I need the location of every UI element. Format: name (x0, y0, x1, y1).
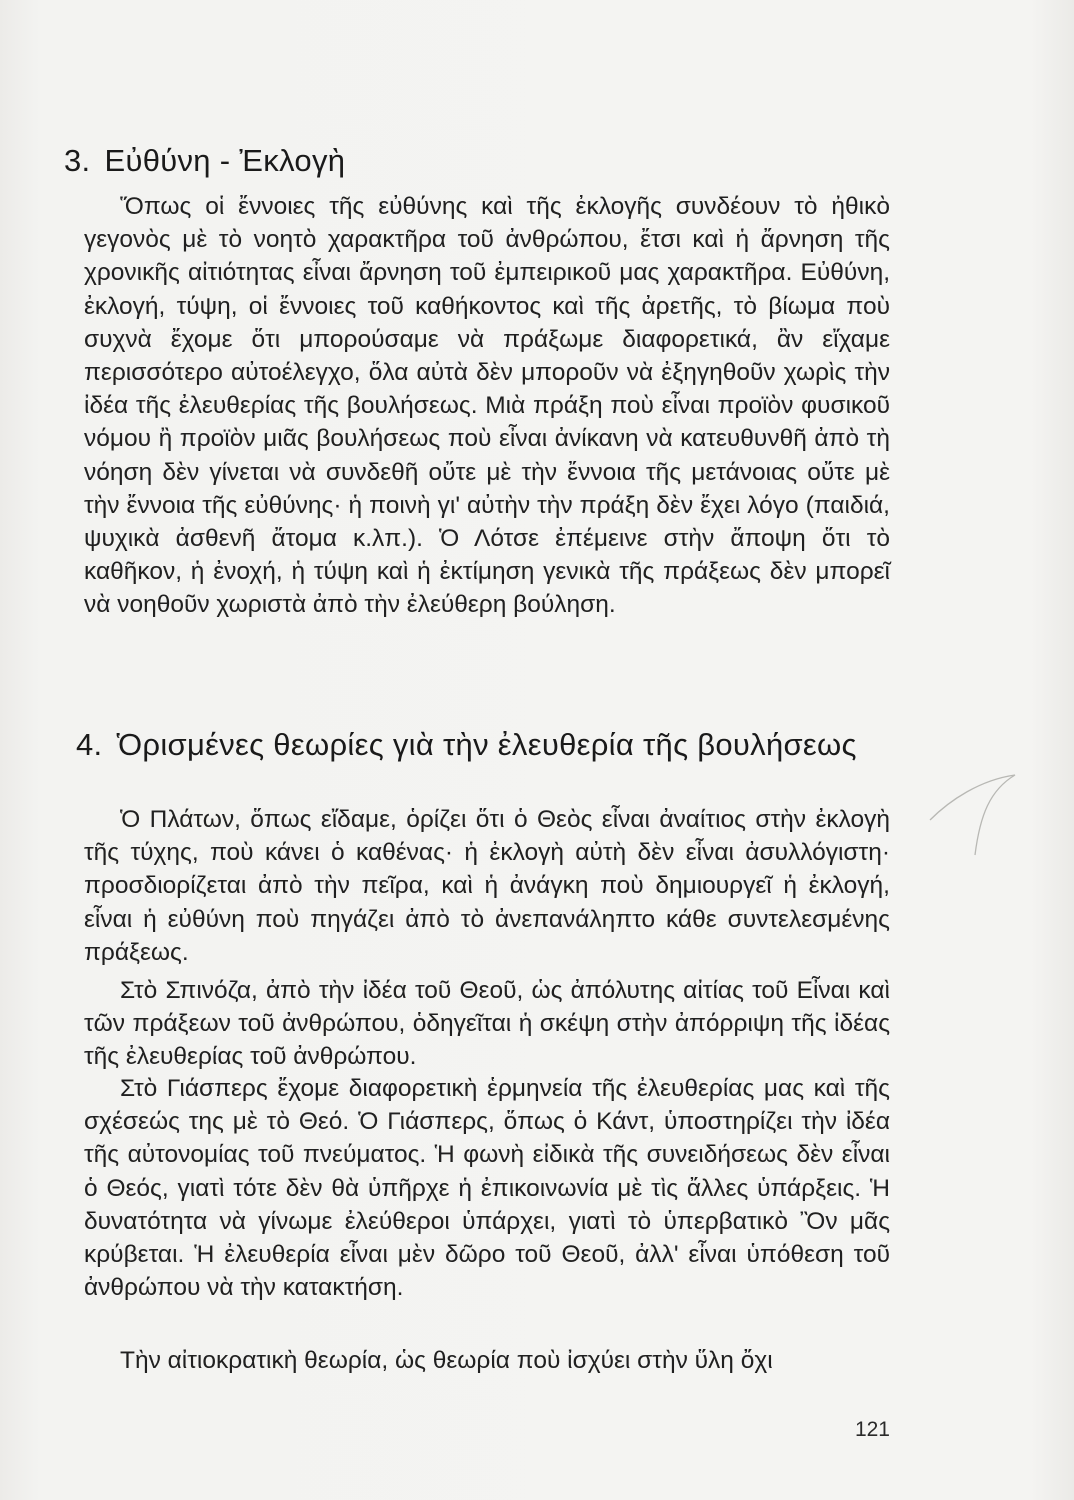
section-3-title: Εὐθύνη - Ἐκλογὴ (104, 143, 346, 178)
section-4-number: 4. (76, 727, 103, 762)
section-3-number: 3. (64, 143, 91, 178)
section-4-heading (76, 726, 896, 764)
section-4-paragraph-1: Ὁ Πλάτων, ὅπως εἴδαμε, ὁρίζει ὅτι ὁ Θεὸς εἶναι ἀναίτιος στὴν ἐκλογὴ τῆς τύχης, ποὺ κάνει ὁ καθένας· ἡ ἐκλογὴ αὐτὴ δὲν εἶναι ἀσυλλόγιστη· προσδιορίζεται ἀπὸ τὴν πεῖρα, καὶ ἡ ἀνάγκη ποὺ δημιουργεῖ ἡ ἐκλογή, εἶναι ἡ εὐθύνη ποὺ πηγάζει ἀπὸ τὸ ἀνεπανάληπτο κάθε συντελεσμένης πράξεως. (84, 806, 890, 966)
page-number: 121 (854, 1418, 890, 1441)
section-4-paragraph-2: Στὸ Σπινόζα, ἀπὸ τὴν ἰδέα τοῦ Θεοῦ, ὡς ἀπόλυτης αἰτίας τοῦ Εἶναι καὶ τῶν πράξεων τοῦ ἀνθρώπου, ὁδηγεῖται ἡ σκέψη στὴν ἀπόρριψη τῆς ἰδέας τῆς ἐλευθερίας τοῦ ἀνθρώπου. (84, 977, 890, 1071)
section-3-paragraph-1: Ὅπως οἱ ἔννοιες τῆς εὐθύνης καὶ τῆς ἐκλογῆς συνδέουν τὸ ἠθικὸ γεγονὸς μὲ τὸ νοητὸ χαρακτῆρα τοῦ ἀνθρώπου, ἔτσι καὶ ἡ ἄρνηση τῆς χρονικῆς αἰτιότητας εἶναι ἄρνηση τοῦ ἐμπειρικοῦ μας χαρακτῆρα. Εὐθύνη, ἐκλογή, τύψη, οἱ ἔννοιες τοῦ καθήκοντος καὶ τῆς ἀρετῆς, τὸ βίωμα ποὺ συχνὰ ἔχομε ὅτι μπορούσαμε νὰ πράξωμε διαφορετικά, ἂν εἴχαμε περισσότερο αὐτοέλεγχο, ὅλα αὐτὰ δὲν μποροῦν νὰ ἐξηγηθοῦν χωρὶς τὴν ἰδέα τῆς ἐλευθερίας τῆς βουλήσεως. Μιὰ πράξη ποὺ εἶναι προϊὸν φυσικοῦ νόμου ἢ προϊὸν μιᾶς βουλήσεως ποὺ εἶναι ἀνίκανη νὰ κατευθυνθῆ ἀπὸ τὴ νόηση δὲν γίνεται νὰ συνδεθῆ οὔτε μὲ τὴν ἔννοια τῆς μετάνοιας οὔτε μὲ τὴν ἔννοια τῆς εὐθύνης· ἡ ποινὴ γι' αὐτὴν τὴν πράξη δὲν ἔχει λόγο (παιδιά, ψυχικὰ ἀσθενῆ ἄτομα κ.λπ.). Ὁ Λότσε ἐπέμεινε στὴν ἄποψη ὅτι τὸ καθῆκον, ἡ ἐνοχή, ἡ τύψη καὶ ἡ ἐκτίμηση γενικὰ τῆς πράξεως δὲν μπορεῖ νὰ νοηθοῦν χωριστὰ ἀπὸ τὴν ἐλεύθερη βούληση. (84, 193, 890, 619)
pencil-mark (920, 760, 1030, 870)
section-4-title: Ὁρισμένες θεωρίες γιὰ τὴν ἐλευθερία τῆς βουλήσεως (116, 727, 857, 762)
section-3-heading (64, 142, 345, 180)
section-4-paragraph-3: Στὸ Γιάσπερς ἔχομε διαφορετικὴ ἑρμηνεία τῆς ἐλευθερίας μας καὶ τῆς σχέσεώς της μὲ τὸ Θεό. Ὁ Γιάσπερς, ὅπως ὁ Κάντ, ὑποστηρίζει τὴν ἰδέα τῆς αὐτονομίας τοῦ πνεύματος. Ἡ φωνὴ εἰδικὰ τῆς συνειδήσεως δὲν εἶναι ὁ Θεός, γιατὶ τότε δὲν θὰ ὑπῆρχε ἡ ἐπικοινωνία μὲ τὶς ἄλλες ὑπάρξεις. Ἡ δυνατότητα νὰ γίνωμε ἐλεύθεροι ὑπάρχει, γιατὶ τὸ ὑπερβατικὸ Ὂν μᾶς κρύβεται. Ἡ ἐλευθερία εἶναι μὲν δῶρο τοῦ Θεοῦ, ἀλλ' εἶναι ὑπόθεση τοῦ ἀνθρώπου νὰ τὴν κατακτήση. (84, 1075, 890, 1302)
section-4-paragraph-4: Τὴν αἰτιοκρατικὴ θεωρία, ὡς θεωρία ποὺ ἰσχύει στὴν ὕλη ὄχι (120, 1347, 773, 1374)
